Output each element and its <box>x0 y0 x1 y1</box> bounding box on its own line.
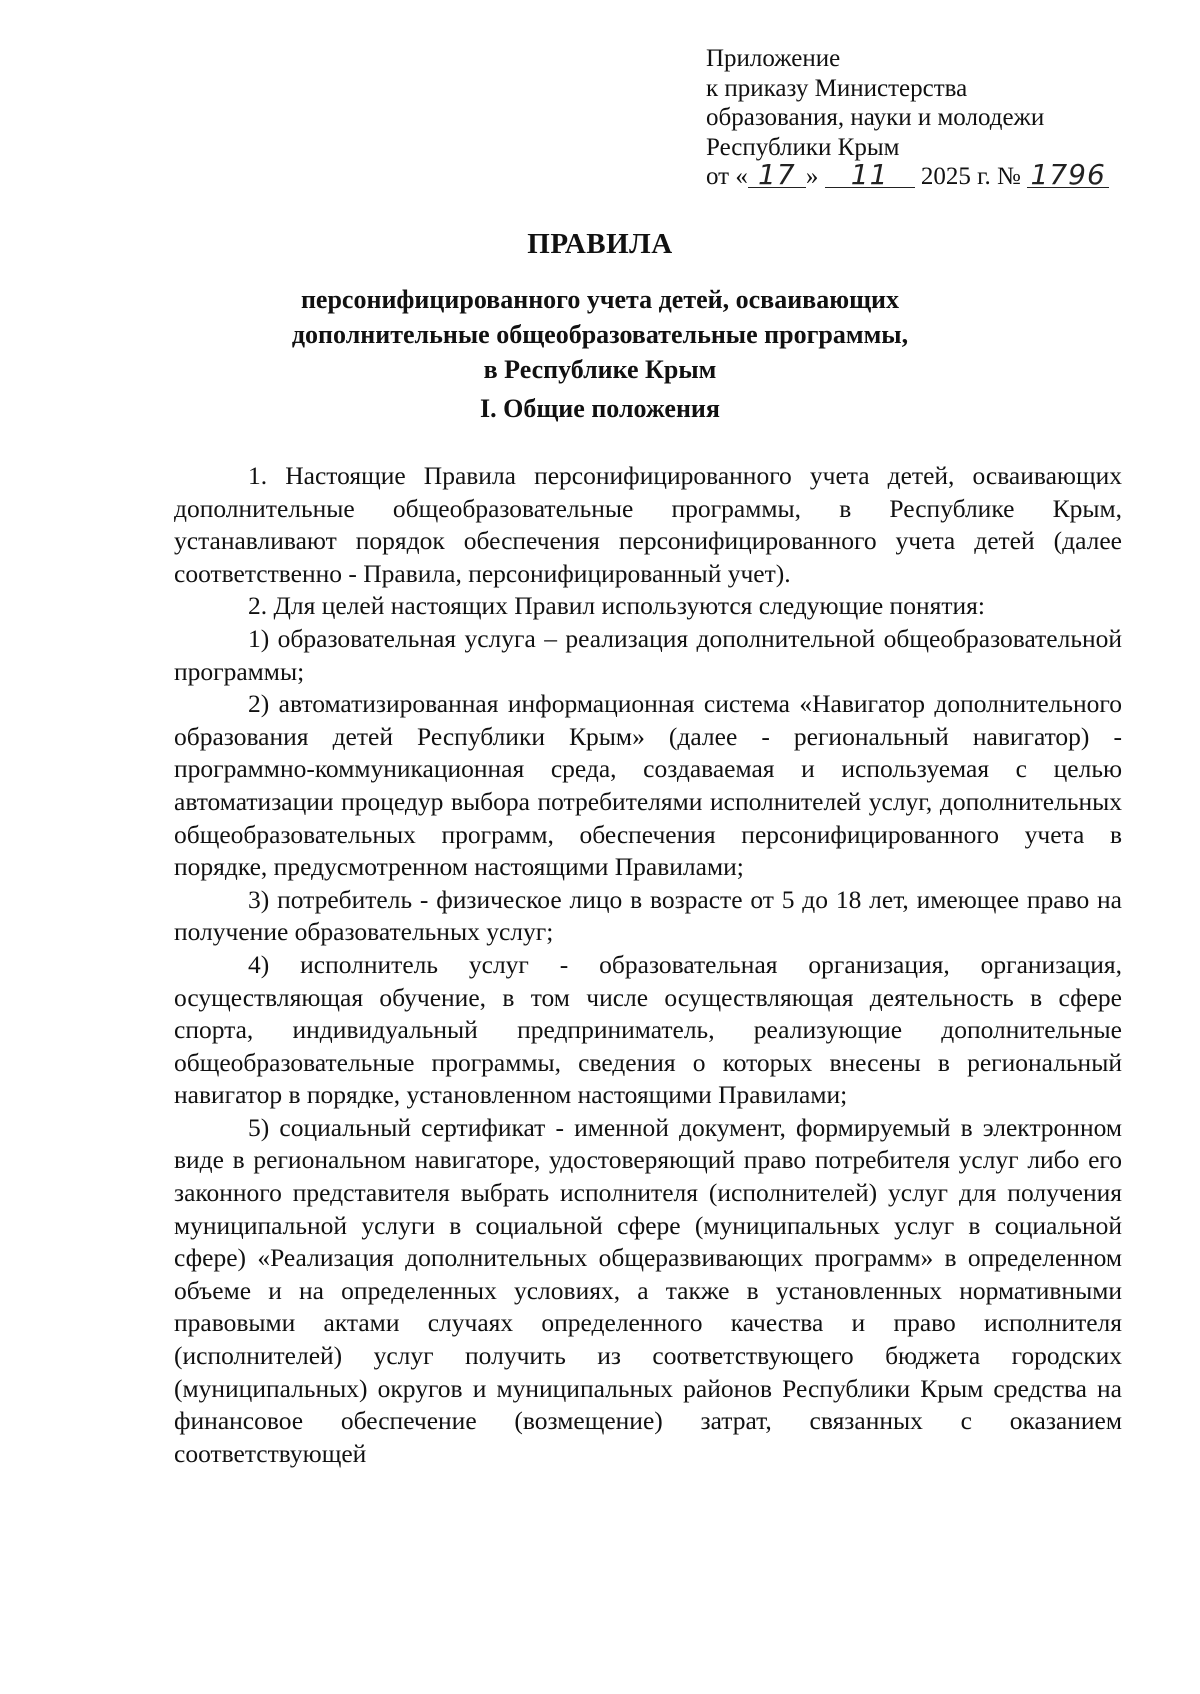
document-body <box>174 460 1122 1470</box>
paragraph: 2) автоматизированная информационная система «Навигатор дополнительного образования детей Республики Крым» (далее - региональный навигатор) - программно-коммуникационная среда, создаваемая и используемая с целью автоматизации процедур выбора потребителями исполнителей услуг, дополнительных общеобразовательных программ, обеспечения персонифицированного учета в порядке, предусмотренном настоящими Правилами; <box>174 689 1122 882</box>
paragraph: 1. Настоящие Правила персонифицированного учета детей, осваивающих дополнительные общеобразовательные программы, в Республике Крым, устанавливают порядок обеспечения персонифицированного учета детей (далее соответственно - Правила, персонифицированный учет). <box>174 461 1122 588</box>
subtitle-line: в Республике Крым <box>483 355 717 384</box>
handwritten-month: 11 <box>825 163 915 188</box>
section-heading: I. Общие положения <box>480 394 720 423</box>
date-year: 2025 г. № <box>920 163 1021 190</box>
date-prefix: от « <box>706 163 748 190</box>
date-quote-close: » <box>805 163 819 190</box>
order-date-line <box>706 158 1166 192</box>
paragraph: 2. Для целей настоящих Правил используются следующие понятия: <box>248 591 985 621</box>
paragraph: 5) социальный сертификат - именной документ, формируемый в электронном виде в региональном навигаторе, удостоверяющий право потребителя услуг либо его законного представителя выбрать исполнителя (исполнителей) услуг для получения муниципальной услуги в социальной сфере (муниципальных услуг в социальной сфере) «Реализация дополнительных общеразвивающих программ» в определенном объеме и на определенных условиях, а также в установленных нормативными правовыми актами случаях определенного качества и право исполнителя (исполнителей) услуг получить из соответствующего бюджета городских (муниципальных) округов и муниципальных районов Республики Крым средства на финансовое обеспечение (возмещение) затрат, связанных с оказанием соответствующей <box>174 1112 1122 1468</box>
appendix-line: к приказу Министерства <box>706 74 968 102</box>
handwritten-day: 17 <box>748 163 806 188</box>
appendix-line: Республики Крым <box>706 133 900 161</box>
appendix-line: образования, науки и молодежи <box>706 104 1045 131</box>
subtitle-line: персонифицированного учета детей, осваивающих <box>300 285 900 314</box>
document-subtitle <box>150 282 1050 387</box>
paragraph: 3) потребитель - физическое лицо в возрасте от 5 до 18 лет, имеющее право на получение образовательных услуг; <box>174 884 1122 947</box>
paragraph: 1) образовательная услуга – реализация дополнительной общеобразовательной программы; <box>174 623 1122 686</box>
document-title: ПРАВИЛА <box>527 228 673 260</box>
paragraph: 4) исполнитель услуг - образовательная организация, организация, осуществляющая обучение, в том числе осуществляющая деятельность в сфере спорта, индивидуальный предприниматель, реализующие дополнительные общеобразовательные программы, сведения о которых внесены в региональный навигатор в порядке, установленном настоящими Правилами; <box>174 949 1122 1110</box>
appendix-line: Приложение <box>706 45 841 72</box>
appendix-block <box>706 44 1166 192</box>
handwritten-order-number: 1796 <box>1027 163 1109 188</box>
subtitle-line: дополнительные общеобразовательные программы, <box>291 320 909 349</box>
